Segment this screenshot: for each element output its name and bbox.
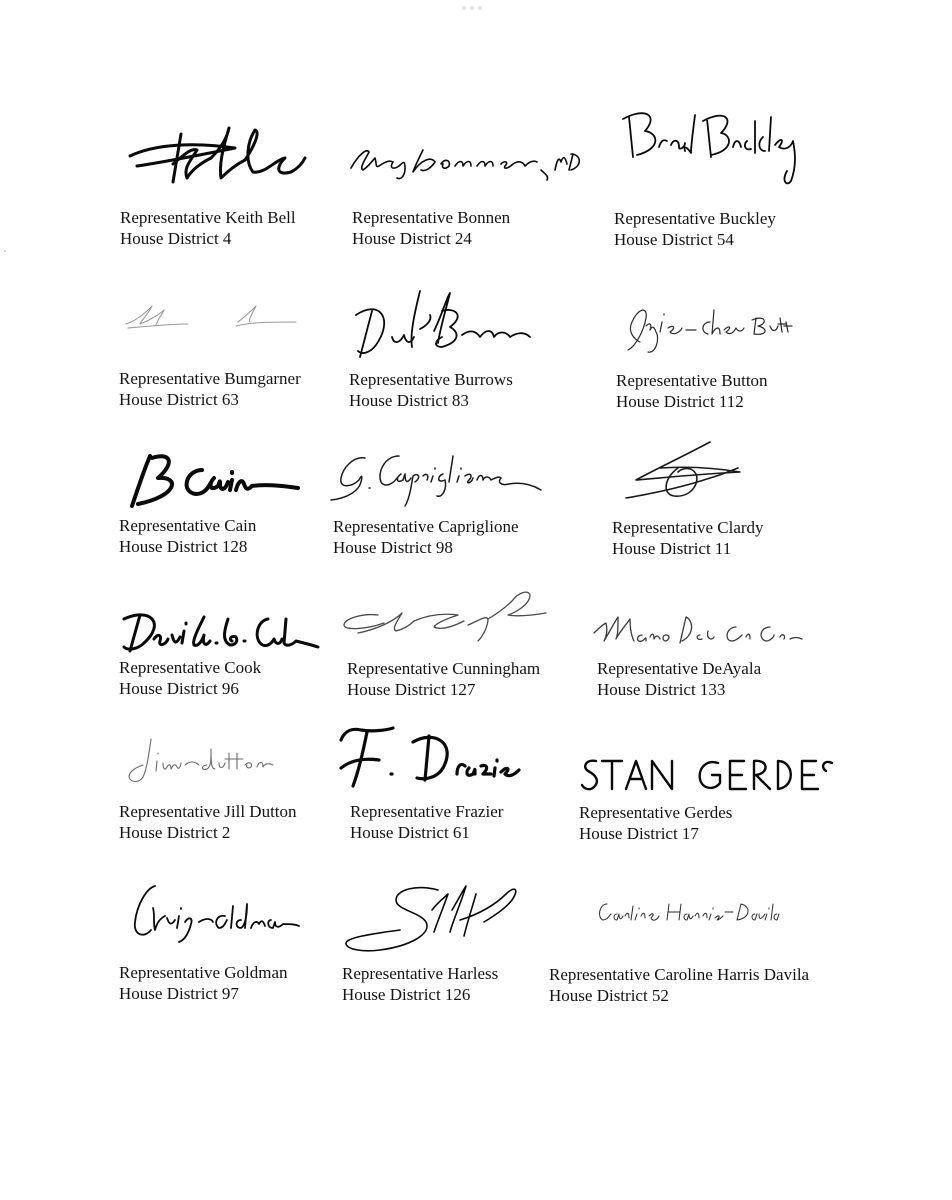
representative-label [614, 208, 776, 250]
representative-label [333, 516, 519, 558]
representative-label [119, 515, 256, 557]
representative-label [349, 369, 513, 411]
representative-title: Representative Cunningham [347, 659, 541, 678]
representative-label [579, 802, 732, 844]
representative-label [342, 963, 498, 1005]
house-district: House District 61 [350, 823, 470, 842]
signature-button [618, 298, 798, 358]
representative-title: Representative Clardy [612, 518, 764, 537]
house-district: House District 2 [119, 823, 231, 842]
signature-keith-bell [125, 118, 310, 193]
house-district: House District 97 [119, 984, 239, 1003]
scan-mark [4, 250, 6, 252]
representative-title: Representative Bonnen [352, 208, 511, 227]
page-indicator [462, 6, 482, 10]
house-district: House District 133 [597, 680, 726, 699]
house-district: House District 11 [612, 539, 732, 558]
house-district: House District 96 [119, 679, 239, 698]
representative-title: Representative Cook [119, 658, 262, 677]
signature-caroline-harris-davila [595, 898, 780, 928]
representative-title: Representative Burrows [349, 370, 513, 389]
representative-label [616, 370, 768, 412]
representative-title: Representative Keith Bell [120, 208, 296, 227]
representative-title: Representative Jill Dutton [119, 802, 297, 821]
representative-title: Representative Capriglione [333, 517, 519, 536]
representative-title: Representative Cain [119, 516, 257, 535]
house-district: House District 128 [119, 537, 248, 556]
representative-label [119, 801, 297, 843]
representative-title: Representative Frazier [350, 802, 504, 821]
representative-label [597, 658, 761, 700]
representative-title: Representative Bumgarner [119, 369, 301, 388]
representative-label [612, 517, 764, 559]
representative-title: Representative DeAyala [597, 659, 762, 678]
representative-label [549, 964, 809, 1006]
representative-label [119, 368, 301, 410]
signature-clardy [620, 438, 750, 506]
house-district: House District 63 [119, 390, 239, 409]
representative-label [352, 207, 510, 249]
signature-cook [120, 605, 320, 660]
representative-title: Representative Buckley [614, 209, 776, 228]
representative-label [119, 962, 288, 1004]
house-district: House District 4 [120, 229, 232, 248]
signature-goldman [125, 878, 300, 946]
representative-label [347, 658, 540, 700]
signature-burrows [350, 285, 535, 365]
signature-bumgarner [120, 298, 305, 333]
house-district: House District 52 [549, 986, 669, 1005]
representative-title: Representative Gerdes [579, 803, 733, 822]
representative-title: Representative Harless [342, 964, 499, 983]
house-district: House District 17 [579, 824, 699, 843]
signature-jill-dutton [125, 735, 280, 790]
house-district: House District 112 [616, 392, 744, 411]
house-district: House District 83 [349, 391, 469, 410]
house-district: House District 98 [333, 538, 453, 557]
signature-cain [122, 450, 302, 515]
representative-title: Representative Goldman [119, 963, 288, 982]
representative-title: Representative Caroline Harris Davila [549, 965, 810, 984]
house-district: House District 127 [347, 680, 476, 699]
signature-harless [340, 880, 525, 960]
house-district: House District 54 [614, 230, 734, 249]
signature-gerdes [578, 755, 833, 795]
representative-label [350, 801, 503, 843]
house-district: House District 126 [342, 985, 471, 1004]
signature-cunningham [338, 585, 553, 645]
representative-label [120, 207, 296, 249]
signature-deayala [590, 605, 810, 650]
signature-bonnen [345, 138, 585, 183]
representative-label [119, 657, 261, 699]
house-district: House District 24 [352, 229, 472, 248]
signature-frazier [333, 722, 523, 792]
signature-buckley [615, 105, 810, 190]
signature-capriglione [325, 448, 550, 508]
representative-title: Representative Button [616, 371, 768, 390]
